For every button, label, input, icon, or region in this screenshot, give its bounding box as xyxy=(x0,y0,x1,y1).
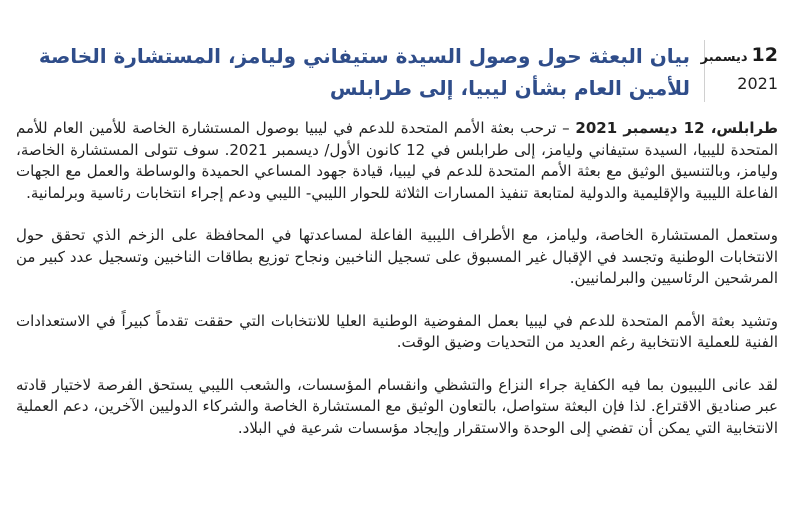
paragraph-1 xyxy=(16,118,778,204)
paragraph-3: وتشيد بعثة الأمم المتحدة للدعم في ليبيا بعمل المفوضية الوطنية العليا للانتخابات التي حققت تقدماً كبيراً في الاستعدادات الفنية للعملية الانتخابية رغم العديد من التحديات وضيق الوقت. xyxy=(16,311,778,351)
date-block xyxy=(700,40,778,102)
date-month: ديسمبر xyxy=(700,50,748,65)
date-year: 2021 xyxy=(737,74,778,93)
paragraph-1-text: – ترحب بعثة الأمم المتحدة للدعم في ليبيا بوصول المستشارة الخاصة للأمين العام للأمم المتحدة لليبيا، السيدة ستيفاني وليامز، إلى طرابلس في 12 كانون الأول/ ديسمبر 2021. سوف تتولى المستشارة الخاصة، وليامز، وبالتنسيق الوثيق مع بعثة الأمم المتحدة للدعم في ليبيا، قيادة جهود المساعي الحميدة والوساطة والعمل مع الجهات الفاعلة الليبية والإقليمية والدولية لمتابعة تنفيذ المسارات الثلاثة للحوار الليبي- الليبي ودعم إجراء انتخابات رئاسية وبرلمانية. xyxy=(16,119,778,202)
article-title: بيان البعثة حول وصول السيدة ستيفاني وليامز، المستشارة الخاصة للأمين العام بشأن ليبيا، إلى طرابلس xyxy=(38,44,690,100)
dateline: طرابلس، 12 ديسمبر 2021 xyxy=(575,119,778,137)
date-day-month xyxy=(700,44,778,66)
article-header xyxy=(16,0,778,104)
paragraph-4: لقد عانى الليبيون بما فيه الكفاية جراء النزاع والتشظي وانقسام المؤسسات، والشعب الليبي يستحق الفرصة لاختيار قادته عبر صناديق الاقتراع. لذا فإن البعثة ستواصل، بالتعاون الوثيق مع المستشارة الخاصة والشركاء الدوليين الآخرين، دعم العملية الانتخابية التي يمكن أن تفضي إلى الوحدة والاستقرار وإيجاد مؤسسات شرعية في البلاد. xyxy=(16,375,778,437)
paragraph-2: وستعمل المستشارة الخاصة، وليامز، مع الأطراف الليبية الفاعلة لمساعدتها في المحافظة على الزخم الذي تحقق حول الانتخابات الوطنية وتجسد في الإقبال غير المسبوق على تسجيل الناخبين ونجاح توزيع بطاقات الناخبين وتسجيل عدد كبير من المرشحين الرئاسيين والبرلمانيين. xyxy=(16,226,778,287)
article-body xyxy=(16,118,778,439)
date-day: 12 xyxy=(751,44,778,66)
